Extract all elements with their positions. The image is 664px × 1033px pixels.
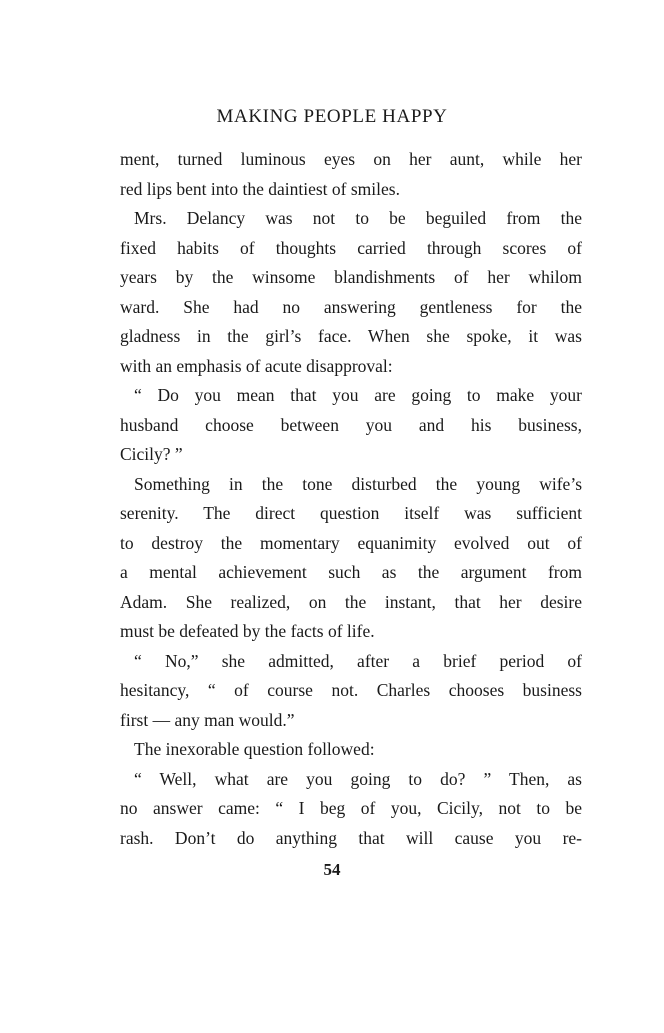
body-text bbox=[120, 145, 582, 853]
text-line: “ Do you mean that you are going to make your bbox=[134, 385, 582, 405]
text-line: red lips bent into the daintiest of smiles. bbox=[120, 178, 400, 199]
text-line: Something in the tone disturbed the young wife’s bbox=[134, 473, 582, 494]
text-line: serenity. The direct question itself was sufficient bbox=[120, 503, 582, 523]
text-line: Cicily? ” bbox=[120, 444, 183, 464]
text-line: must be defeated by the facts of life. bbox=[120, 621, 375, 641]
text-line: hesitancy, “ of course not. Charles chooses business bbox=[120, 680, 582, 700]
text-line: years by the winsome blandishments of her whilom bbox=[120, 267, 582, 287]
text-line: first — any man would.” bbox=[120, 709, 295, 730]
text-line: with an emphasis of acute disapproval: bbox=[120, 355, 393, 376]
text-line: husband choose between you and his business, bbox=[120, 414, 582, 435]
text-line: Mrs. Delancy was not to be beguiled from the bbox=[134, 208, 582, 228]
text-line: ment, turned luminous eyes on her aunt, while her bbox=[120, 149, 582, 169]
text-line: no answer came: “ I beg of you, Cicily, not to be bbox=[120, 798, 582, 818]
page-number: 54 bbox=[323, 860, 341, 879]
text-line: rash. Don’t do anything that will cause you re- bbox=[120, 827, 582, 848]
text-line: Adam. She realized, on the instant, that her desire bbox=[120, 591, 582, 612]
text-line: gladness in the girl’s face. When she spoke, it was bbox=[120, 326, 582, 346]
text-line: The inexorable question followed: bbox=[134, 739, 375, 759]
text-line: fixed habits of thoughts carried through scores of bbox=[120, 237, 582, 258]
text-line: “ Well, what are you going to do? ” Then, as bbox=[134, 768, 582, 789]
text-line: a mental achievement such as the argument from bbox=[120, 562, 582, 582]
text-line: to destroy the momentary equanimity evolved out of bbox=[120, 532, 582, 553]
running-head: MAKING PEOPLE HAPPY bbox=[216, 106, 448, 127]
text-line: “ No,” she admitted, after a brief period of bbox=[134, 650, 582, 671]
text-line: ward. She had no answering gentleness for the bbox=[120, 296, 582, 317]
